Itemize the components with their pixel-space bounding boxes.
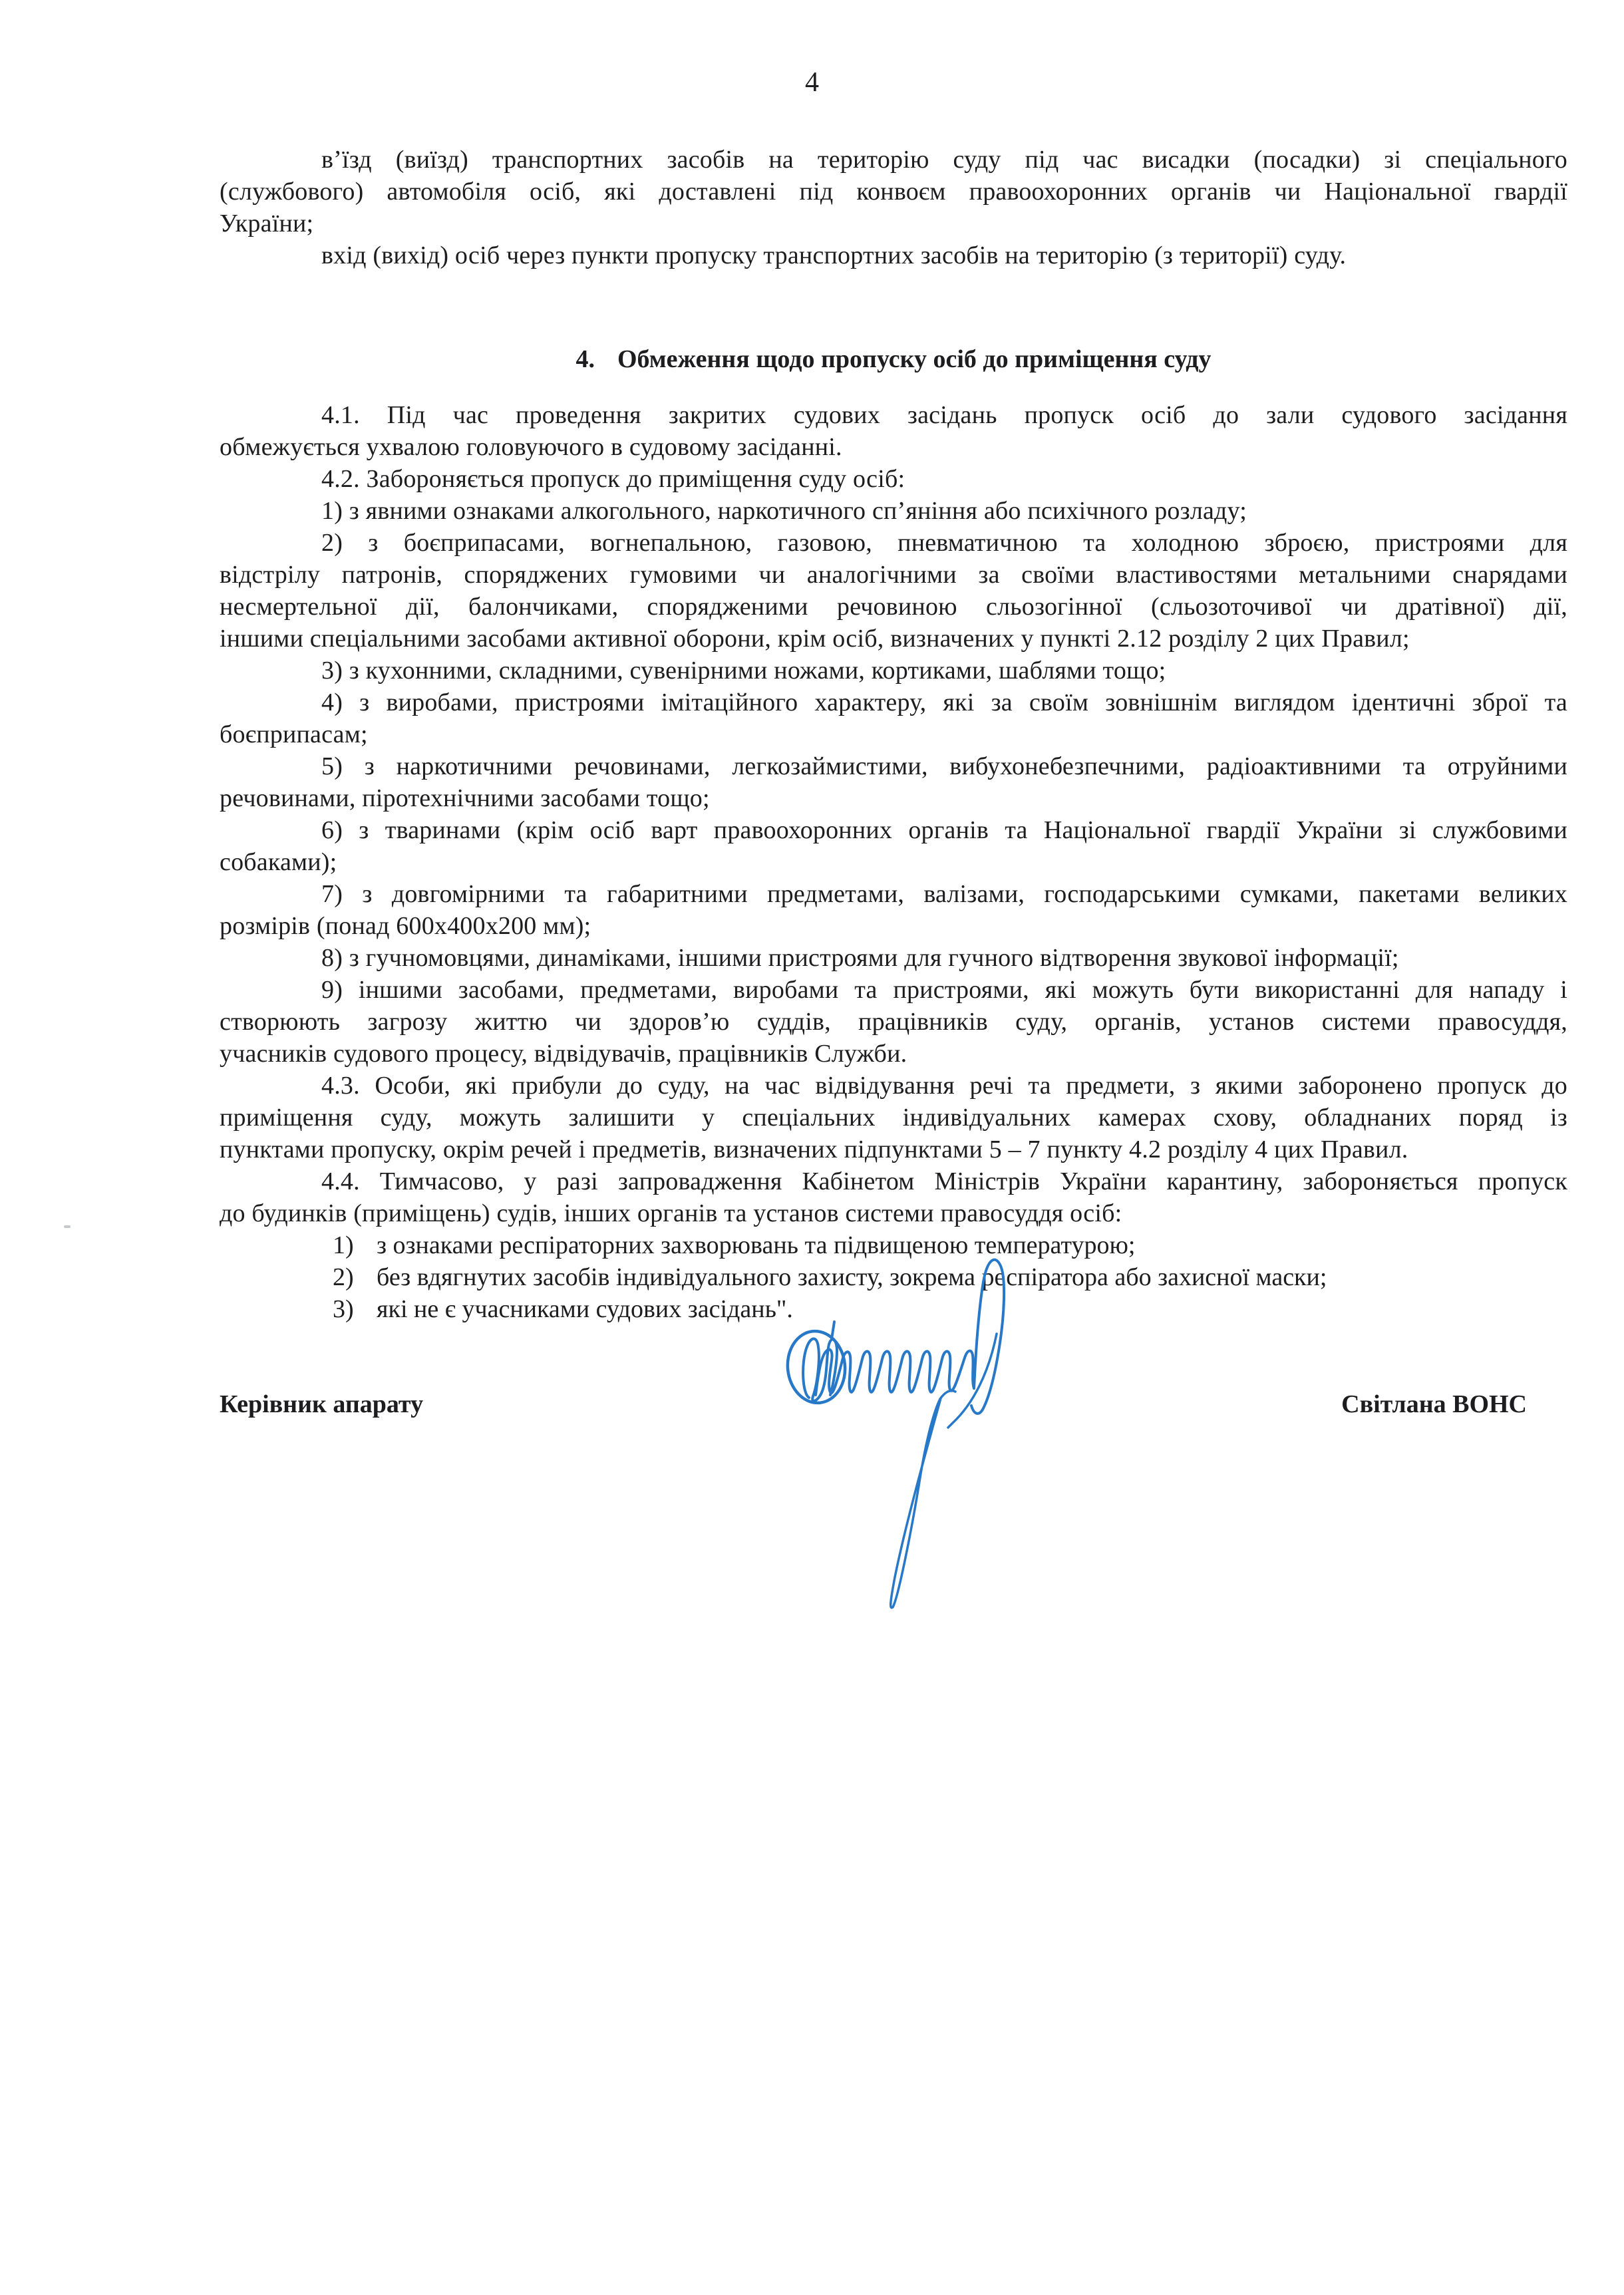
list-item-line: відстрілу патронів, споряджених гумовими чи аналогічними за своїми властивостями метальними снарядами bbox=[220, 561, 1567, 589]
section-title: Обмеження щодо пропуску осіб до приміщення суду bbox=[617, 345, 1212, 373]
paragraph-line: обмежується ухвалою головуючого в судовому засіданні. bbox=[220, 433, 842, 461]
sub-list-item bbox=[333, 1229, 1567, 1261]
signature-block bbox=[220, 1388, 1567, 1420]
paragraph-line: до будинків (приміщень) судів, інших органів та установ системи правосуддя осіб: bbox=[220, 1199, 1122, 1227]
list-item-line: 2) з боєприпасами, вогнепальною, газовою, пневматичною та холодною зброєю, пристроями для bbox=[321, 529, 1567, 557]
signature-right-label: Світлана ВОНС bbox=[1341, 1390, 1527, 1418]
scan-speck bbox=[64, 1225, 71, 1228]
list-item-line: іншими спеціальними засобами активної оборони, крім осіб, визначених у пункті 2.12 розділу 2 цих Правил; bbox=[220, 625, 1410, 653]
sub-item-text: які не є учасниками судових засідань". bbox=[377, 1295, 793, 1323]
paragraph-line: 4.1. Під час проведення закритих судових засідань пропуск осіб до зали судового засідання bbox=[321, 401, 1567, 429]
list-item-line: боєприпасам; bbox=[220, 720, 368, 748]
paragraph-line: 4.4. Тимчасово, у разі запровадження Кабінетом Міністрів України карантину, забороняється пропуск bbox=[321, 1167, 1567, 1195]
paragraph-line: в’їзд (виїзд) транспортних засобів на територію суду під час висадки (посадки) зі спеціального bbox=[321, 146, 1567, 174]
document-body bbox=[220, 144, 1567, 1420]
list-item-line: учасників судового процесу, відвідувачів, працівників Служби. bbox=[220, 1040, 907, 1068]
sub-list-item bbox=[333, 1293, 1567, 1325]
paragraph-line: України; bbox=[220, 210, 314, 237]
sub-item-text: без вдягнутих засобів індивідуального захисту, зокрема респіратора або захисної маски; bbox=[377, 1263, 1327, 1291]
list-item-line: 9) іншими засобами, предметами, виробами та пристроями, які можуть бути використанні для нападу і bbox=[321, 976, 1567, 1004]
list-item-line: 8) з гучномовцями, динаміками, іншими пристроями для гучного відтворення звукової інформації; bbox=[321, 944, 1399, 972]
signature-left-label: Керівник апарату bbox=[220, 1390, 424, 1418]
list-item-line: собаками); bbox=[220, 848, 337, 876]
list-item-line: несмертельної дії, балончиками, спорядженими речовиною сльозогінної (сльозоточивої чи дратівної) дії, bbox=[220, 593, 1567, 621]
list-item-line: 4) з виробами, пристроями імітаційного характеру, які за своїм зовнішнім виглядом ідентичні зброї та bbox=[321, 688, 1567, 716]
sub-item-number: 1) bbox=[333, 1231, 354, 1259]
paragraph-line: приміщення суду, можуть залишити у спеціальних індивідуальних камерах схову, обладнаних поряд із bbox=[220, 1104, 1567, 1132]
paragraph-line: вхід (вихід) осіб через пункти пропуску транспортних засобів на територію (з території) суду. bbox=[321, 241, 1347, 269]
sub-item-number: 3) bbox=[333, 1295, 354, 1323]
section-number: 4. bbox=[575, 345, 595, 373]
sub-item-number: 2) bbox=[333, 1263, 354, 1291]
paragraph-line: 4.2. Забороняється пропуск до приміщення суду осіб: bbox=[321, 465, 905, 493]
sub-item-text: з ознаками респіраторних захворювань та підвищеною температурою; bbox=[377, 1231, 1136, 1259]
list-item-line: 7) з довгомірними та габаритними предметами, валізами, господарськими сумками, пакетами великих bbox=[321, 880, 1567, 908]
section-heading bbox=[220, 343, 1567, 375]
list-item-line: 1) з явними ознаками алкогольного, наркотичного сп’яніння або психічного розладу; bbox=[321, 497, 1247, 525]
list-item-line: 3) з кухонними, складними, сувенірними ножами, кортиками, шаблями тощо; bbox=[321, 657, 1166, 685]
list-item-line: створюють загрозу життю чи здоров’ю суддів, працівників суду, органів, установ системи правосуддя, bbox=[220, 1008, 1567, 1036]
list-item-line: 6) з тваринами (крім осіб варт правоохоронних органів та Національної гвардії України зі службовими bbox=[321, 816, 1567, 844]
list-item-line: 5) з наркотичними речовинами, легкозаймистими, вибухонебезпечними, радіоактивними та отруйними bbox=[321, 752, 1567, 780]
sub-list-item bbox=[333, 1261, 1567, 1293]
list-item-line: речовинами, піротехнічними засобами тощо; bbox=[220, 784, 710, 812]
paragraph-line: 4.3. Особи, які прибули до суду, на час відвідування речі та предмети, з якими заборонено пропуск до bbox=[321, 1072, 1567, 1100]
paragraph-line: (службового) автомобіля осіб, які доставлені під конвоєм правоохоронних органів чи Національної гвардії bbox=[220, 178, 1567, 206]
page-number: 4 bbox=[805, 67, 819, 98]
paragraph-line: пунктами пропуску, окрім речей і предметів, визначених підпунктами 5 – 7 пункту 4.2 розділу 4 цих Правил. bbox=[220, 1136, 1408, 1163]
list-item-line: розмірів (понад 600х400х200 мм); bbox=[220, 912, 591, 940]
